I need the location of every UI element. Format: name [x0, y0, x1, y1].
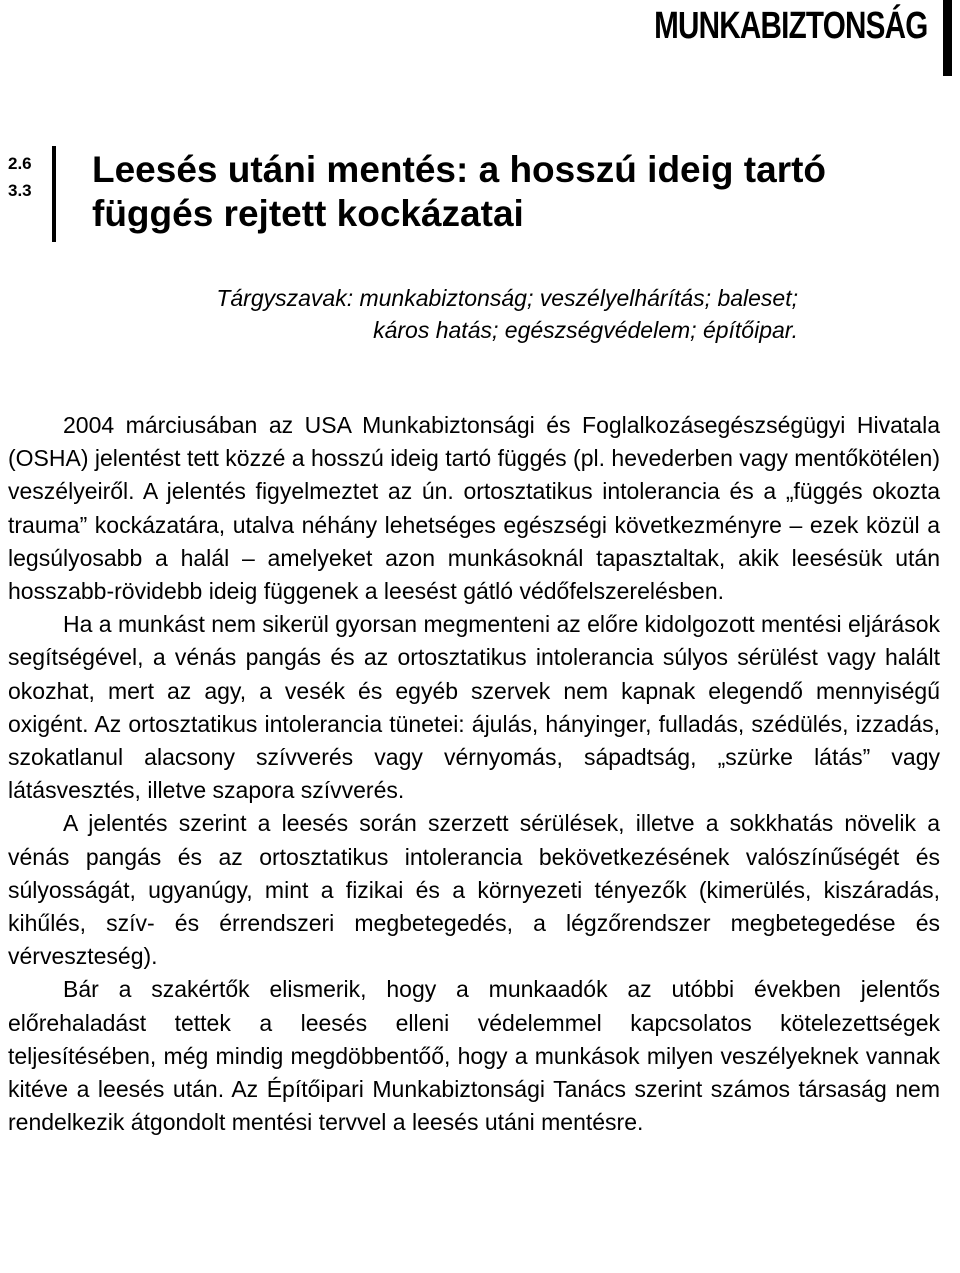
article-title-line-2: függés rejtett kockázatai	[92, 193, 524, 234]
body-paragraph-2: Ha a munkást nem sikerül gyorsan megmenteni az előre kidolgozott mentési eljárások segítségével, a vénás pangás és az ortosztatikus intolerancia súlyos sérülést vagy halált okozhat, mert az agy, a vesék és egyéb szervek nem kapnak elegendő mennyiségű oxigént. Az ortosztatikus intolerancia tünetei: ájulás, hányinger, fulladás, szédülés, izzadás, szokatlanul alacsony szívverés vagy vérnyomás, sápadtság, „szürke látás” vagy látásvesztés, illetve szapora szívverés.	[8, 611, 940, 804]
article-body	[8, 409, 940, 1139]
running-header-title: MUNKABIZTONSÁG	[654, 5, 928, 47]
keywords	[0, 282, 798, 346]
title-vertical-rule	[52, 146, 56, 242]
article-title-line-1: Leesés utáni mentés: a hosszú ideig tartó	[92, 149, 827, 190]
keywords-line-1: Tárgyszavak: munkabiztonság; veszélyelhárítás; baleset;	[216, 285, 798, 311]
keywords-line-2: káros hatás; egészségvédelem; építőipar.	[373, 317, 798, 343]
body-paragraph-4: Bár a szakértők elismerik, hogy a munkaadók az utóbbi években jelentős előrehaladást tettek a leesés elleni védelemmel kapcsolatos kötelezettségek teljesítésében, még mindig megdöbbentőő, hogy a munkások milyen veszélyeknek vannak kitéve a leesés után. Az Építőipari Munkabiztonsági Tanács szerint számos társaság nem rendelkezik átgondolt mentési tervvel a leesés utáni mentésre.	[8, 976, 940, 1136]
section-number-line-1: 2.6	[8, 154, 32, 173]
header-side-bar	[943, 0, 952, 76]
body-paragraph-3: A jelentés szerint a leesés során szerzett sérülések, illetve a sokkhatás növelik a vénás pangás és az ortosztatikus intolerancia bekövetkezésének valószínűségét és súlyosságát, ugyanúgy, mint a fizikai és a környezeti tényezők (kimerülés, kiszáradás, kihűlés, szív- és érrendszeri megbetegedés, a légzőrendszer megbetegedése és vérveszteség).	[8, 810, 940, 970]
section-number-line-2: 3.3	[8, 181, 32, 200]
article-title	[92, 148, 952, 236]
section-number	[8, 150, 48, 204]
body-paragraph-1: 2004 márciusában az USA Munkabiztonsági és Foglalkozásegészségügyi Hivatala (OSHA) jelentést tett közzé a hosszú ideig tartó függés (pl. hevederben vagy mentőkötélen) veszélyeiről. A jelentés figyelmeztet az ún. ortosztatikus intolerancia és a „függés okozta trauma” kockázatára, utalva néhány lehetséges egészségi következményre – ezek közül a legsúlyosabb a halál – amelyeket azon munkásoknál tapasztaltak, akik leesésük után hosszabb-rövidebb ideig függenek a leesést gátló védőfelszerelésben.	[8, 412, 941, 605]
